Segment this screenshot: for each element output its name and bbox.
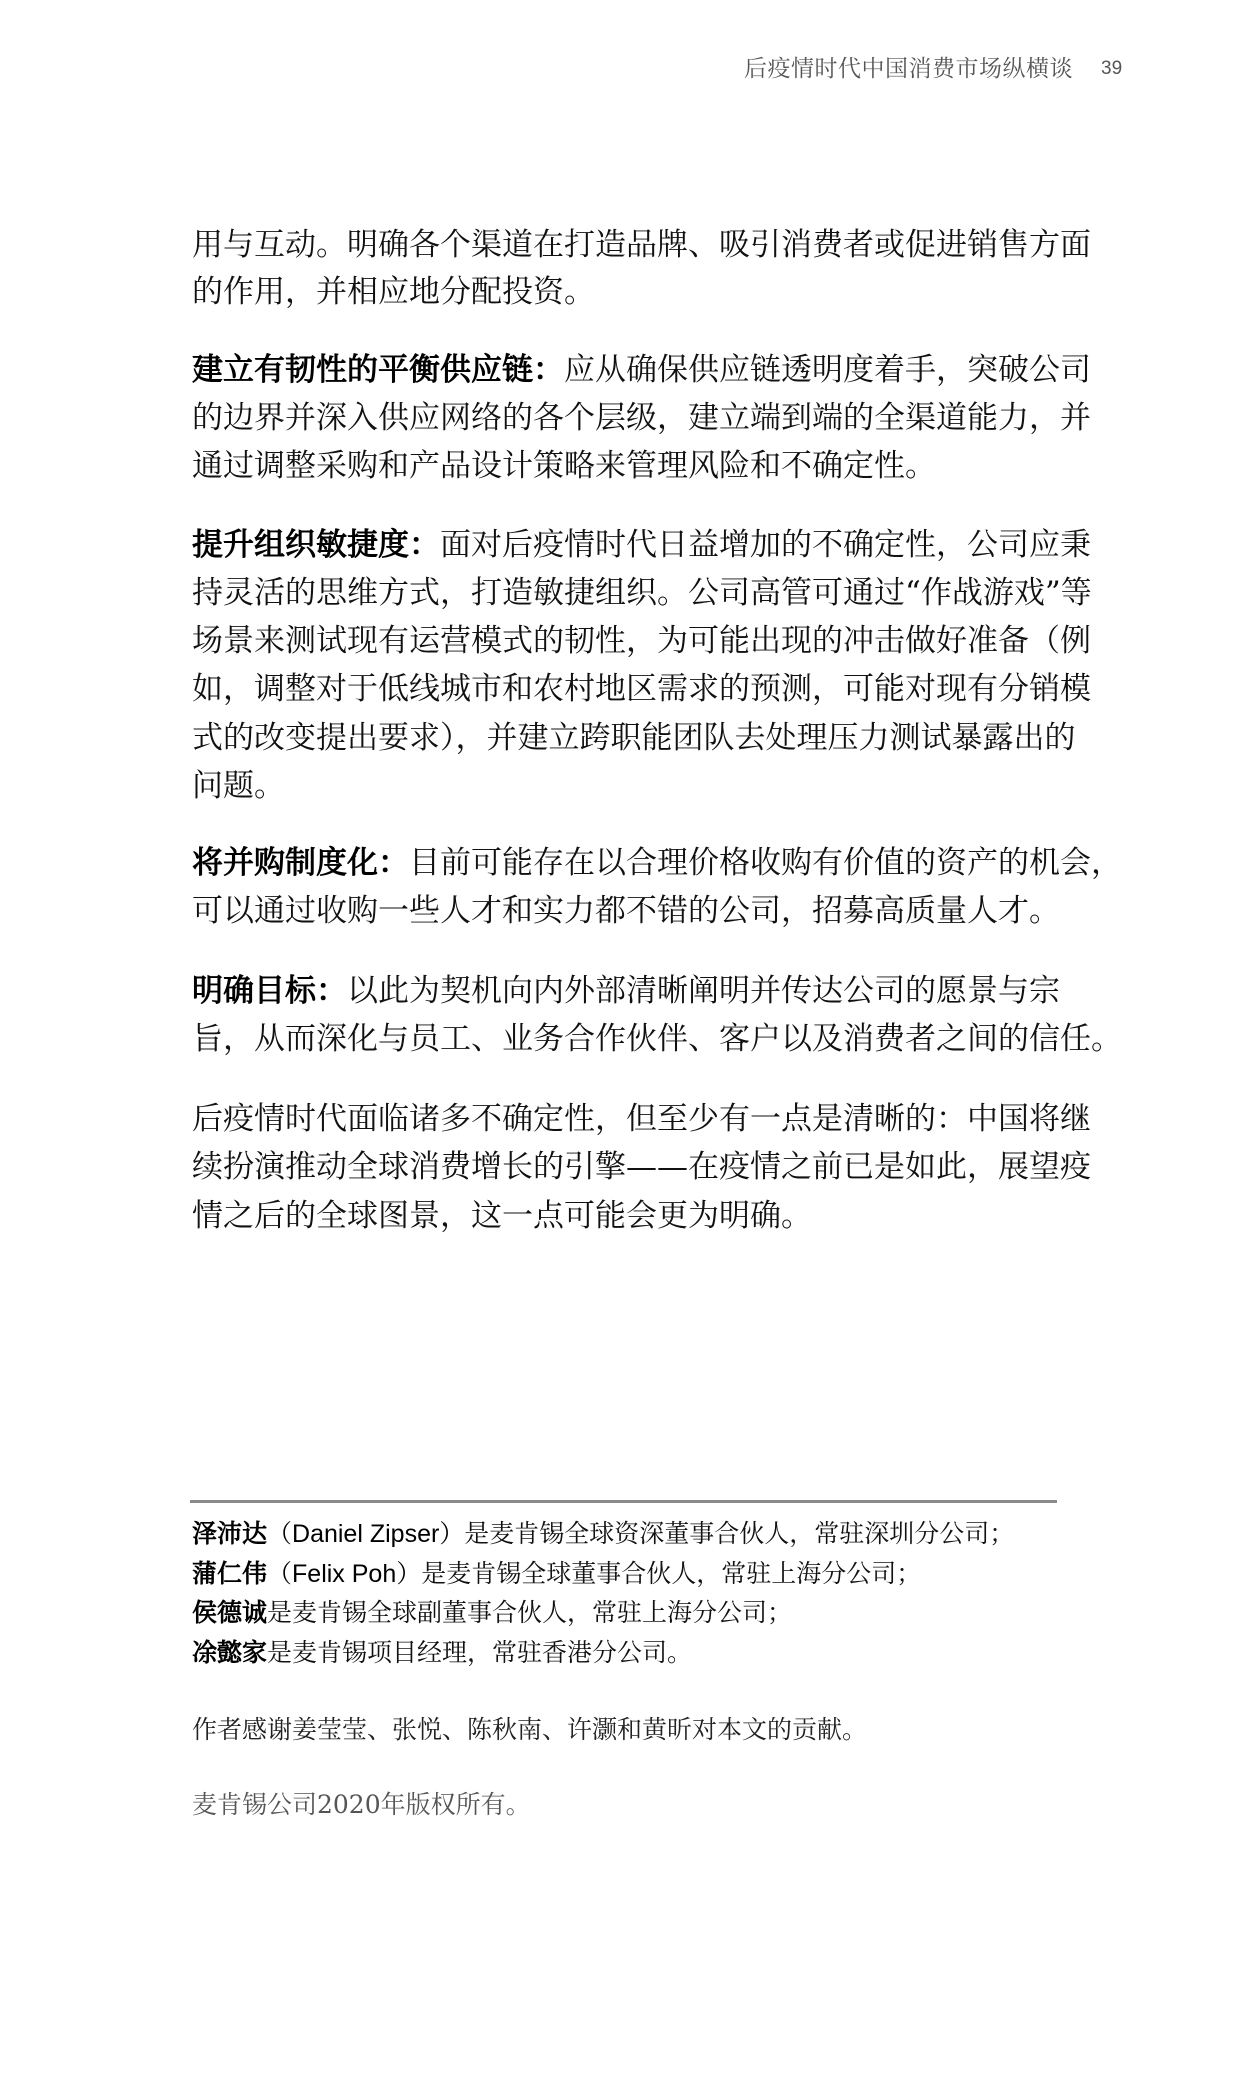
paragraph-2-line-2: 的边界并深入供应网络的各个层级，建立端到端的全渠道能力，并 bbox=[192, 400, 1091, 436]
paragraph-2-line-3: 通过调整采购和产品设计策略来管理风险和不确定性。 bbox=[192, 448, 936, 484]
author-name: 侯德诚 bbox=[192, 1598, 268, 1627]
paragraph-3-line-6: 问题。 bbox=[192, 768, 285, 804]
author-description: 是麦肯锡全球董事合伙人，常驻上海分公司； bbox=[421, 1559, 922, 1588]
paragraph-6-line-2: 续扮演推动全球消费增长的引擎——在疫情之前已是如此，展望疫 bbox=[192, 1149, 1091, 1185]
paragraph-3-line-2: 持灵活的思维方式，打造敏捷组织。公司高管可通过“作战游戏”等 bbox=[192, 575, 1092, 611]
author-name-cn: 泽沛达 bbox=[192, 1519, 268, 1548]
paragraph-heading: 建立有韧性的平衡供应链： bbox=[192, 352, 564, 388]
author-name bbox=[192, 1559, 421, 1588]
page-number: 39 bbox=[1101, 58, 1123, 79]
running-title: 后疫情时代中国消费市场纵横谈 bbox=[744, 56, 1073, 82]
author-line-3 bbox=[192, 1594, 792, 1632]
author-name-latin: （Felix Poh） bbox=[267, 1560, 422, 1588]
paragraph-text: 以此为契机向内外部清晰阐明并传达公司的愿景与宗 bbox=[347, 973, 1060, 1009]
paragraph-3-line-5: 式的改变提出要求），并建立跨职能团队去处理压力测试暴露出的 bbox=[192, 720, 1076, 756]
paragraph-5-line-2: 旨，从而深化与员工、业务合作伙伴、客户以及消费者之间的信任。 bbox=[192, 1021, 1122, 1057]
paragraph-1-line-2: 的作用，并相应地分配投资。 bbox=[192, 274, 595, 310]
paragraph-1-line-1: 用与互动。明确各个渠道在打造品牌、吸引消费者或促进销售方面 bbox=[192, 227, 1091, 263]
paragraph-6-line-1: 后疫情时代面临诸多不确定性，但至少有一点是清晰的：中国将继 bbox=[192, 1101, 1091, 1137]
paragraph-3-line-3: 场景来测试现有运营模式的韧性，为可能出现的冲击做好准备（例 bbox=[192, 623, 1091, 659]
paragraph-text: 目前可能存在以合理价格收购有价值的资产的机会， bbox=[409, 845, 1122, 881]
paragraph-heading: 将并购制度化： bbox=[192, 845, 409, 881]
acknowledgement: 作者感谢姜莹莹、张悦、陈秋南、许灏和黄昕对本文的贡献。 bbox=[192, 1715, 868, 1744]
paragraph-3-line-4: 如，调整对于低线城市和农村地区需求的预测，可能对现有分销模 bbox=[192, 671, 1091, 707]
paragraph-text: 面对后疫情时代日益增加的不确定性，公司应秉 bbox=[440, 527, 1091, 563]
author-name: 凃懿家 bbox=[192, 1638, 268, 1667]
paragraph-2-line-1 bbox=[192, 348, 1091, 392]
paragraph-4-line-2: 可以通过收购一些人才和实力都不错的公司，招募高质量人才。 bbox=[192, 893, 1060, 929]
paragraph-heading: 提升组织敏捷度： bbox=[192, 527, 440, 563]
paragraph-heading: 明确目标： bbox=[192, 973, 347, 1009]
author-description: 是麦肯锡全球副董事合伙人，常驻上海分公司； bbox=[267, 1598, 793, 1627]
author-description: 是麦肯锡全球资深董事合伙人，常驻深圳分公司； bbox=[464, 1519, 1015, 1548]
paragraph-5-line-1 bbox=[192, 969, 1060, 1013]
footnote-divider bbox=[190, 1500, 1057, 1503]
author-name bbox=[192, 1519, 464, 1548]
author-line-2 bbox=[192, 1555, 921, 1593]
author-name-cn: 蒲仁伟 bbox=[192, 1559, 268, 1588]
author-description: 是麦肯锡项目经理，常驻香港分公司。 bbox=[267, 1638, 693, 1667]
author-line-4 bbox=[192, 1634, 692, 1672]
paragraph-4-line-1 bbox=[192, 841, 1122, 885]
paragraph-6-line-3: 情之后的全球图景，这一点可能会更为明确。 bbox=[192, 1198, 812, 1234]
author-name-latin: （Daniel Zipser） bbox=[267, 1520, 465, 1548]
paragraph-3-line-1 bbox=[192, 523, 1091, 567]
copyright-notice: 麦肯锡公司2020年版权所有。 bbox=[192, 1790, 531, 1819]
paragraph-text: 应从确保供应链透明度着手，突破公司 bbox=[564, 352, 1091, 388]
author-line-1 bbox=[192, 1515, 1014, 1553]
